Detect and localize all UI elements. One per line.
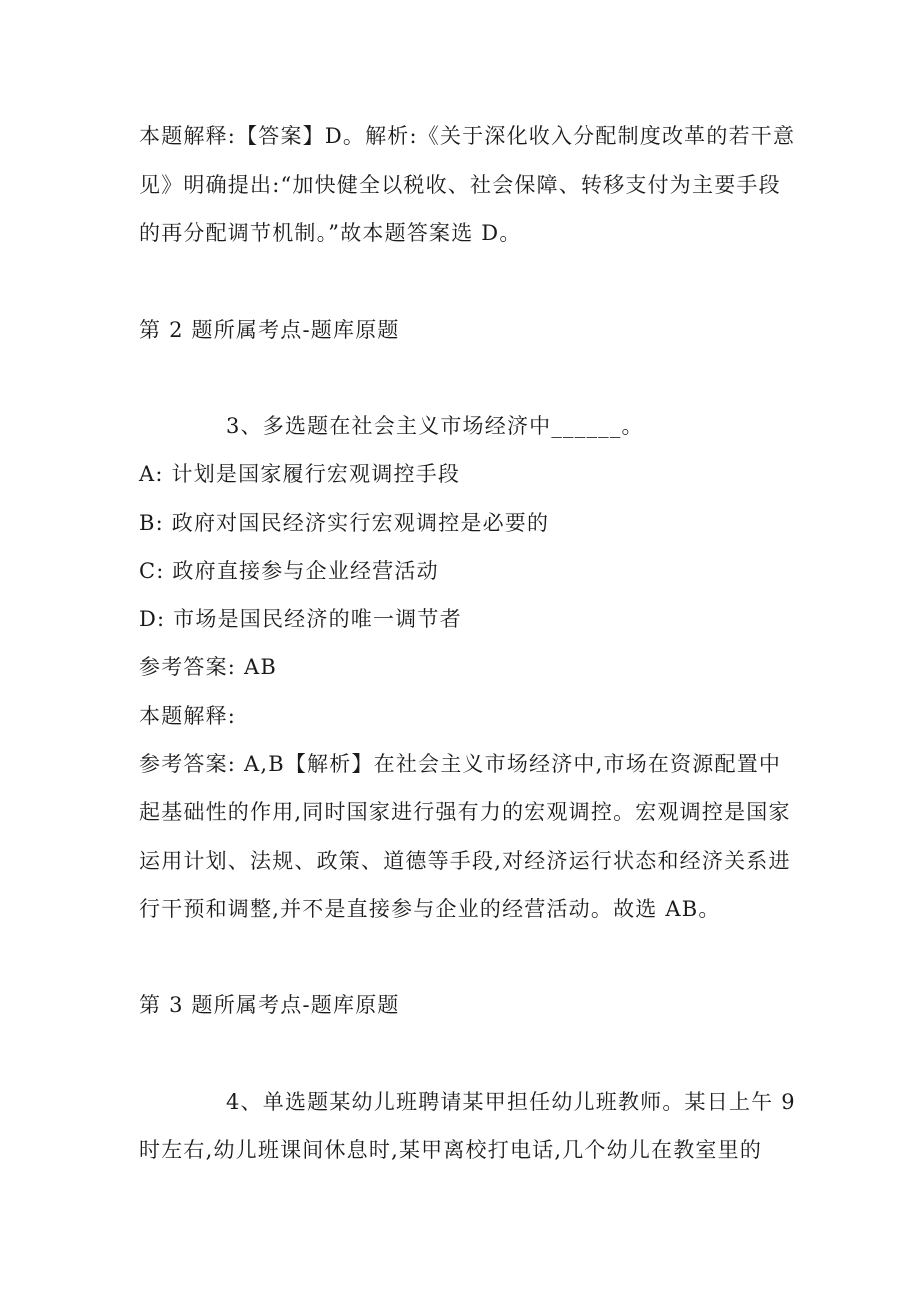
q3-explanation-label: 本题解释:	[139, 704, 237, 728]
q3-answer: 参考答案: AB	[139, 655, 277, 679]
q3-explanation-line-4: 行干预和调整,并不是直接参与企业的经营活动。故选 AB。	[139, 897, 721, 921]
q3-option-d: D: 市场是国民经济的唯一调节者	[139, 607, 462, 631]
q3-explanation-line-3: 运用计划、法规、政策、道德等手段,对经济运行状态和经济关系进	[139, 849, 791, 873]
q3-option-a: A: 计划是国家履行宏观调控手段	[139, 462, 461, 486]
q2-explanation-line-2: 见》明确提出:“加快健全以税收、社会保障、转移支付为主要手段	[139, 173, 781, 197]
q4-stem-line-2: 时左右,幼儿班课间休息时,某甲离校打电话,几个幼儿在教室里的	[139, 1138, 763, 1162]
q3-stem: 3、多选题在社会主义市场经济中______。	[226, 414, 644, 438]
q3-section-note: 第 3 题所属考点-题库原题	[139, 993, 400, 1017]
q3-option-b: B: 政府对国民经济实行宏观调控是必要的	[139, 511, 550, 535]
q2-explanation-line-1: 本题解释:【答案】D。解析:《关于深化收入分配制度改革的若干意	[139, 124, 796, 148]
q4-stem-line-1: 4、单选题某幼儿班聘请某甲担任幼儿班教师。某日上午 9	[226, 1090, 796, 1114]
q2-section-note: 第 2 题所属考点-题库原题	[139, 318, 400, 342]
q2-explanation-line-3: 的再分配调节机制。”故本题答案选 D。	[139, 221, 522, 245]
q3-explanation-line-2: 起基础性的作用,同时国家进行强有力的宏观调控。宏观调控是国家	[139, 800, 791, 824]
q3-explanation-line-1: 参考答案: A,B【解析】在社会主义市场经济中,市场在资源配置中	[139, 752, 782, 776]
q3-option-c: C: 政府直接参与企业经营活动	[139, 559, 439, 583]
